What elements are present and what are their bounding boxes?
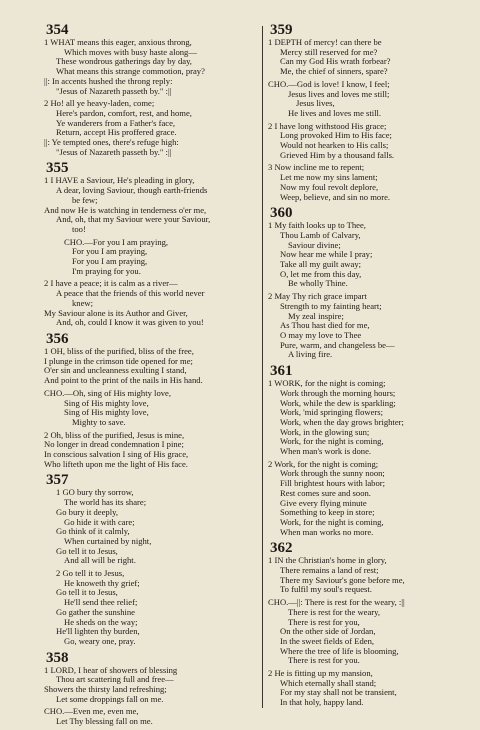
verse-line: 1 LORD, I hear of showers of blessing [44,664,178,675]
stanza [268,122,472,161]
verse-line: Go, weary one, pray. [64,635,136,646]
verse-line: And, oh, that my Saviour were your Saviour, [56,214,211,225]
verse-line: Showers the thirsty land refreshing; [44,684,167,695]
verse-line: The world has its share; [64,497,147,508]
verse-line: For my stay shall not be transient, [280,687,397,698]
verse-line: My zeal inspire; [288,310,344,321]
verse-line: And point to the print of the nails in His hand. [44,375,203,386]
verse-line: Go think of it calmly, [56,526,130,537]
hymn-361 [268,363,472,537]
stanza [44,238,258,277]
verse-line: He lives and loves me still. [288,107,382,118]
verse-line: Be wholly Thine. [288,278,348,289]
verse-line: 1 IN the Christian's home in glory, [268,555,387,566]
hymn-359 [268,22,472,202]
verse-line: 2 Go tell it to Jesus, [56,568,125,579]
verse-line: Where the tree of life is blooming, [280,645,399,656]
verse-line: "Jesus of Nazareth passeth by." :|| [56,146,172,157]
stanza [44,666,258,705]
verse-line: 2 He is fitting up my mansion, [268,668,373,679]
verse-line: Grieved Him by a thousand falls. [280,149,395,160]
verse-line: 2 Work, for the night is coming; [268,458,379,469]
stanza [268,379,472,457]
verse-line: He'll send thee relief; [64,597,138,608]
stanza [44,347,258,386]
verse-line: In the sweet fields of Eden, [280,635,375,646]
verse-line: He knoweth thy grief; [64,577,140,588]
right-column [268,22,472,711]
stanza [44,38,258,96]
stanza [44,431,258,470]
verse-line: too! [72,223,86,234]
verse-line: Go hide it with care; [64,516,135,527]
verse-line: 1 I HAVE a Saviour, He's pleading in glory, [44,175,195,186]
verse-line: be few; [72,194,98,205]
verse-line: To fulfil my soul's request. [280,584,372,595]
verse-line: knew; [72,297,94,308]
stanza [268,460,472,538]
verse-line: What means this strange commotion, pray? [56,66,205,77]
verse-line: Which moves with busy haste along— [64,46,197,57]
verse-line: A dear, loving Saviour, though earth-friends [56,185,208,196]
verse-line: For you I am praying, [72,246,148,257]
verse-line: Mercy still reserved for me? [280,46,378,57]
verse-line: 2 I have long withstood His grace; [268,120,387,131]
verse-line: 1 WHAT means this eager, anxious throng, [44,37,192,47]
verse-line: In that holy, happy land. [280,697,364,708]
hymn-360 [268,205,472,360]
stanza [268,221,472,289]
verse-line: Work, while the dew is sparkling; [280,397,396,408]
verse-line: 1 WORK, for the night is coming; [268,378,386,389]
verse-line: Thou art scattering full and free— [56,674,174,685]
stanza [44,279,258,328]
verse-line: Strength to my fainting heart; [280,300,382,311]
verse-line: ||: In accents hushed the throng reply: [44,75,173,86]
verse-line: Return, accept His proffered grace. [56,127,177,138]
verse-line: I plunge in the crimson tide opened for me; [44,355,193,366]
verse-line: 2 Ho! all ye heavy-laden, come; [44,98,155,109]
stanza [44,707,258,726]
verse-line: Go tell it to Jesus, [56,587,118,598]
verse-line: Work, for the night is coming, [280,436,384,447]
verse-line: In conscious salvation I sing of His grace, [44,449,189,460]
stanza [268,292,472,360]
verse-line: Work through the morning hours; [280,387,396,398]
stanza [268,669,472,708]
verse-line: He sheds on the way; [64,616,138,627]
verse-line: When man works no more. [280,526,374,537]
stanza [44,389,258,428]
verse-line: Ye wanderers from a Father's face, [56,117,176,128]
verse-line: Work, for the night is coming, [280,516,384,527]
verse-line: Work, when the day grows brighter; [280,416,404,427]
verse-line: 1 My faith looks up to Thee, [268,220,366,231]
verse-line: 1 OH, bliss of the purified, bliss of the free, [44,345,194,356]
verse-line: Sing of His mighty love, [64,407,149,418]
verse-line: 1 GO bury thy sorrow, [56,487,134,498]
verse-line: There is rest for you. [288,655,360,666]
verse-line: Let some droppings fall on me. [56,693,164,704]
verse-line: On the other side of Jordan, [280,626,376,637]
verse-line: Let me now my sins lament; [280,172,378,183]
verse-line: CHO.—||: There is rest for the weary, :|| [268,597,405,608]
stanza [268,80,472,119]
verse-line: Go tell it to Jesus, [56,545,118,556]
verse-line: 2 I have a peace; it is calm as a river— [44,278,178,289]
verse-line: As Thou hast died for me, [280,320,370,331]
verse-line: Give every flying minute [280,497,367,508]
verse-line: CHO.—For you I am praying, [64,236,169,247]
verse-line: Pure, warm, and changeless be— [280,339,395,350]
verse-line: When curtained by night, [64,535,152,546]
verse-line: A living fire. [288,349,333,360]
verse-line: Go bury it deeply, [56,506,118,517]
verse-line: No longer in dread condemnation I pine; [44,439,184,450]
verse-line: There is rest for you, [288,616,360,627]
stanza [268,556,472,595]
verse-line: Work, in the glowing sun; [280,426,370,437]
verse-line: These wondrous gatherings day by day, [56,56,192,67]
verse-line: O'er sin and uncleanness exulting I stand, [44,365,187,376]
verse-line: ||: Ye tempted ones, there's refuge high: [44,137,179,148]
verse-line: O may my love to Thee [280,329,362,340]
hymn-355 [44,160,258,328]
verse-line: Can my God His wrath forbear? [280,56,391,67]
hymn-number: 358 [46,649,69,666]
verse-line: And now He is watching in tenderness o'er me, [44,204,207,215]
verse-line: Long provoked Him to His face; [280,130,392,141]
hymn-356 [44,331,258,469]
verse-line: Here's pardon, comfort, rest, and home, [56,107,192,118]
verse-line: CHO.—Oh, sing of His mighty love, [44,387,171,398]
verse-line: He'll lighten thy burden, [56,626,140,637]
stanza [44,99,258,157]
verse-line: Who lifteth upon me the light of His face. [44,458,188,469]
verse-line: Thou Lamb of Calvary, [280,229,361,240]
verse-line: There remains a land of rest; [280,565,379,576]
verse-line: Go gather the sunshine [56,606,135,617]
hymn-number: 355 [46,160,69,177]
hymn-362 [268,540,472,708]
verse-line: CHO.—Even me, even me, [44,706,139,717]
verse-line: CHO.—God is love! I know, I feel; [268,78,390,89]
hymn-number: 361 [270,363,293,380]
verse-line: "Jesus of Nazareth passeth by." :|| [56,85,172,96]
verse-line: There my Saviour's gone before me, [280,574,405,585]
hymn-number: 357 [46,472,69,489]
verse-line: Take all my guilt away; [280,259,362,270]
verse-line: 2 May Thy rich grace impart [268,291,367,302]
stanza [268,163,472,202]
verse-line: 3 Now incline me to repent; [268,162,365,173]
verse-line: A peace that the friends of this world never [56,288,205,299]
hymn-number: 362 [270,540,293,557]
stanza [44,569,258,647]
verse-line: My Saviour alone is its Author and Giver, [44,307,188,318]
left-column [44,22,258,730]
verse-line: Which eternally shall stand; [280,677,377,688]
verse-line: Fill brightest hours with labor; [280,478,386,489]
verse-line: Now hear me while I pray; [280,249,373,260]
stanza [268,598,472,666]
verse-line: Rest comes sure and soon. [280,487,371,498]
verse-line: And, oh, could I know it was given to you! [56,317,204,328]
verse-line: And all will be right. [64,555,136,566]
verse-line: For you I am praying, [72,256,148,267]
verse-line: Let Thy blessing fall on me. [56,716,153,727]
verse-line: Would not hearken to His calls; [280,140,389,151]
verse-line: I'm praying for you. [72,265,141,276]
hymn-number: 354 [46,22,69,38]
verse-line: Work, 'mid springing flowers; [280,407,384,418]
verse-line: Now my foul revolt deplore, [280,181,379,192]
verse-line: Jesus lives, [296,98,335,109]
hymn-357 [44,472,258,646]
verse-line: Mighty to save. [72,416,126,427]
verse-line: Something to keep in store; [280,507,375,518]
verse-line: Work through the sunny noon; [280,468,385,479]
verse-line: 2 Oh, bliss of the purified, Jesus is mine, [44,429,185,440]
verse-line: 1 DEPTH of mercy! can there be [268,37,382,47]
verse-line: Sing of His mighty love, [64,397,149,408]
verse-line: O, let me from this day, [280,268,362,279]
hymn-number: 360 [270,205,293,222]
stanza [268,38,472,77]
verse-line: When man's work is done. [280,446,372,457]
stanza [44,488,258,566]
verse-line: Jesus lives and loves me still; [288,88,390,99]
column-divider [262,26,263,708]
verse-line: There is rest for the weary, [288,606,381,617]
hymn-number: 359 [270,22,293,38]
hymn-number: 356 [46,330,69,347]
verse-line: Me, the chief of sinners, spare? [280,66,388,77]
stanza [44,176,258,234]
hymn-358 [44,650,258,727]
verse-line: Saviour divine; [288,239,341,250]
verse-line: Weep, believe, and sin no more. [280,191,391,202]
hymn-354 [44,22,258,157]
